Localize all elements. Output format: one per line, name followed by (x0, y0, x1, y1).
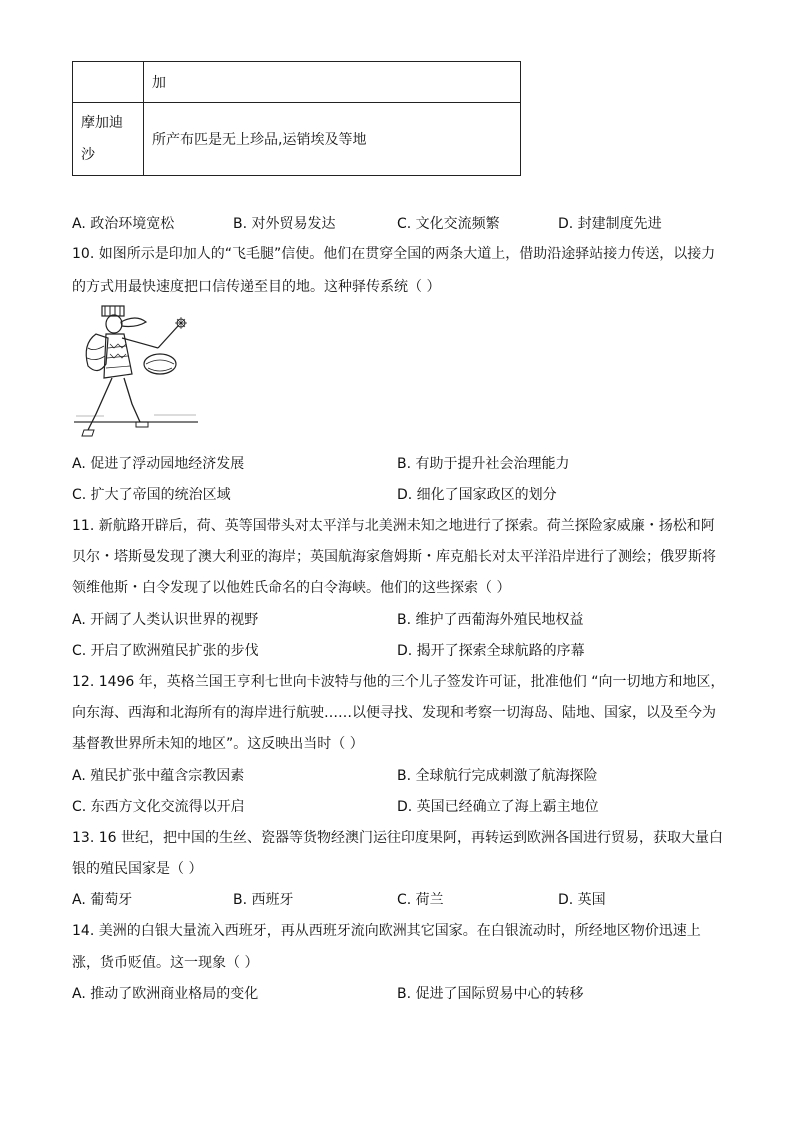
table-cell-place (73, 62, 144, 103)
q11-option-d[interactable]: D. 揭开了探索全球航路的序幕 (397, 643, 585, 659)
q13-option-d[interactable]: D. 英国 (558, 892, 606, 908)
table-cell-desc: 加 (144, 62, 521, 103)
q9-option-d[interactable]: D. 封建制度先进 (558, 216, 662, 232)
q10-stem-line-1: 10. 如图所示是印加人的“飞毛腿”信使。他们在贯穿全国的两条大道上，借助沿途驿站接力传送，以接力 (72, 246, 716, 262)
q13-option-b[interactable]: B. 西班牙 (233, 892, 294, 908)
q10-option-d[interactable]: D. 细化了国家政区的划分 (397, 487, 557, 503)
q13-stem-line-2: 银的殖民国家是（ ） (72, 861, 203, 877)
q9-option-c[interactable]: C. 文化交流频繁 (397, 216, 500, 232)
q9-option-b[interactable]: B. 对外贸易发达 (233, 216, 336, 232)
q14-option-b[interactable]: B. 促进了国际贸易中心的转移 (397, 986, 584, 1002)
q11-stem-line-3: 领维他斯・白令发现了以他姓氏命名的白令海峡。他们的这些探索（ ） (72, 580, 511, 596)
q14-stem-line-1: 14. 美洲的白银大量流入西班牙，再从西班牙流向欧洲其它国家。在白银流动时，所经地区物价迅速上 (72, 923, 701, 939)
q9-option-a[interactable]: A. 政治环境宽松 (72, 216, 175, 232)
q12-stem-line-3: 基督教世界所未知的地区”。这反映出当时（ ） (72, 736, 364, 752)
q11-stem-line-2: 贝尔・塔斯曼发现了澳大利亚的海岸；英国航海家詹姆斯・库克船长对太平洋沿岸进行了测绘；俄罗斯将 (72, 549, 716, 565)
table-cell-desc: 所产布匹是无上珍品,运销埃及等地 (144, 103, 521, 176)
q11-option-a[interactable]: A. 开阔了人类认识世界的视野 (72, 612, 259, 628)
q11-option-c[interactable]: C. 开启了欧洲殖民扩张的步伐 (72, 643, 259, 659)
q12-option-a[interactable]: A. 殖民扩张中蕴含宗教因素 (72, 768, 245, 784)
q12-option-c[interactable]: C. 东西方文化交流得以开启 (72, 799, 245, 815)
source-table (72, 61, 521, 176)
q10-stem-line-2: 的方式用最快速度把口信传递至目的地。这种驿传系统（ ） (72, 279, 441, 295)
table-row (73, 103, 521, 176)
q12-option-d[interactable]: D. 英国已经确立了海上霸主地位 (397, 799, 599, 815)
inca-messenger-illustration (74, 304, 198, 447)
q13-option-a[interactable]: A. 葡萄牙 (72, 892, 133, 908)
q12-stem-line-1: 12. 1496 年，英格兰国王亨利七世向卡波特与他的三个儿子签发许可证，批准他们 “向一切地方和地区， (72, 674, 725, 690)
q10-option-b[interactable]: B. 有助于提升社会治理能力 (397, 456, 570, 472)
table-row (73, 62, 521, 103)
q10-option-c[interactable]: C. 扩大了帝国的统治区域 (72, 487, 231, 503)
q13-stem-line-1: 13. 16 世纪，把中国的生丝、瓷器等货物经澳门运往印度果阿，再转运到欧洲各国进行贸易，获取大量白 (72, 830, 723, 846)
q12-stem-line-2: 向东海、西海和北海所有的海岸进行航驶……以便寻找、发现和考察一切海岛、陆地、国家，以及至今为 (72, 705, 716, 721)
q14-option-a[interactable]: A. 推动了欧洲商业格局的变化 (72, 986, 259, 1002)
q12-option-b[interactable]: B. 全球航行完成刺激了航海探险 (397, 768, 598, 784)
q10-option-a[interactable]: A. 促进了浮动园地经济发展 (72, 456, 245, 472)
q14-stem-line-2: 涨，货币贬值。这一现象（ ） (72, 955, 259, 971)
q11-option-b[interactable]: B. 维护了西葡海外殖民地权益 (397, 612, 584, 628)
table-cell-place (73, 103, 144, 176)
q11-stem-line-1: 11. 新航路开辟后，荷、英等国带头对太平洋与北美洲未知之地进行了探索。荷兰探险家威廉・扬松和阿 (72, 518, 715, 534)
q13-option-c[interactable]: C. 荷兰 (397, 892, 444, 908)
place-name: 摩加迪沙 (81, 115, 123, 163)
